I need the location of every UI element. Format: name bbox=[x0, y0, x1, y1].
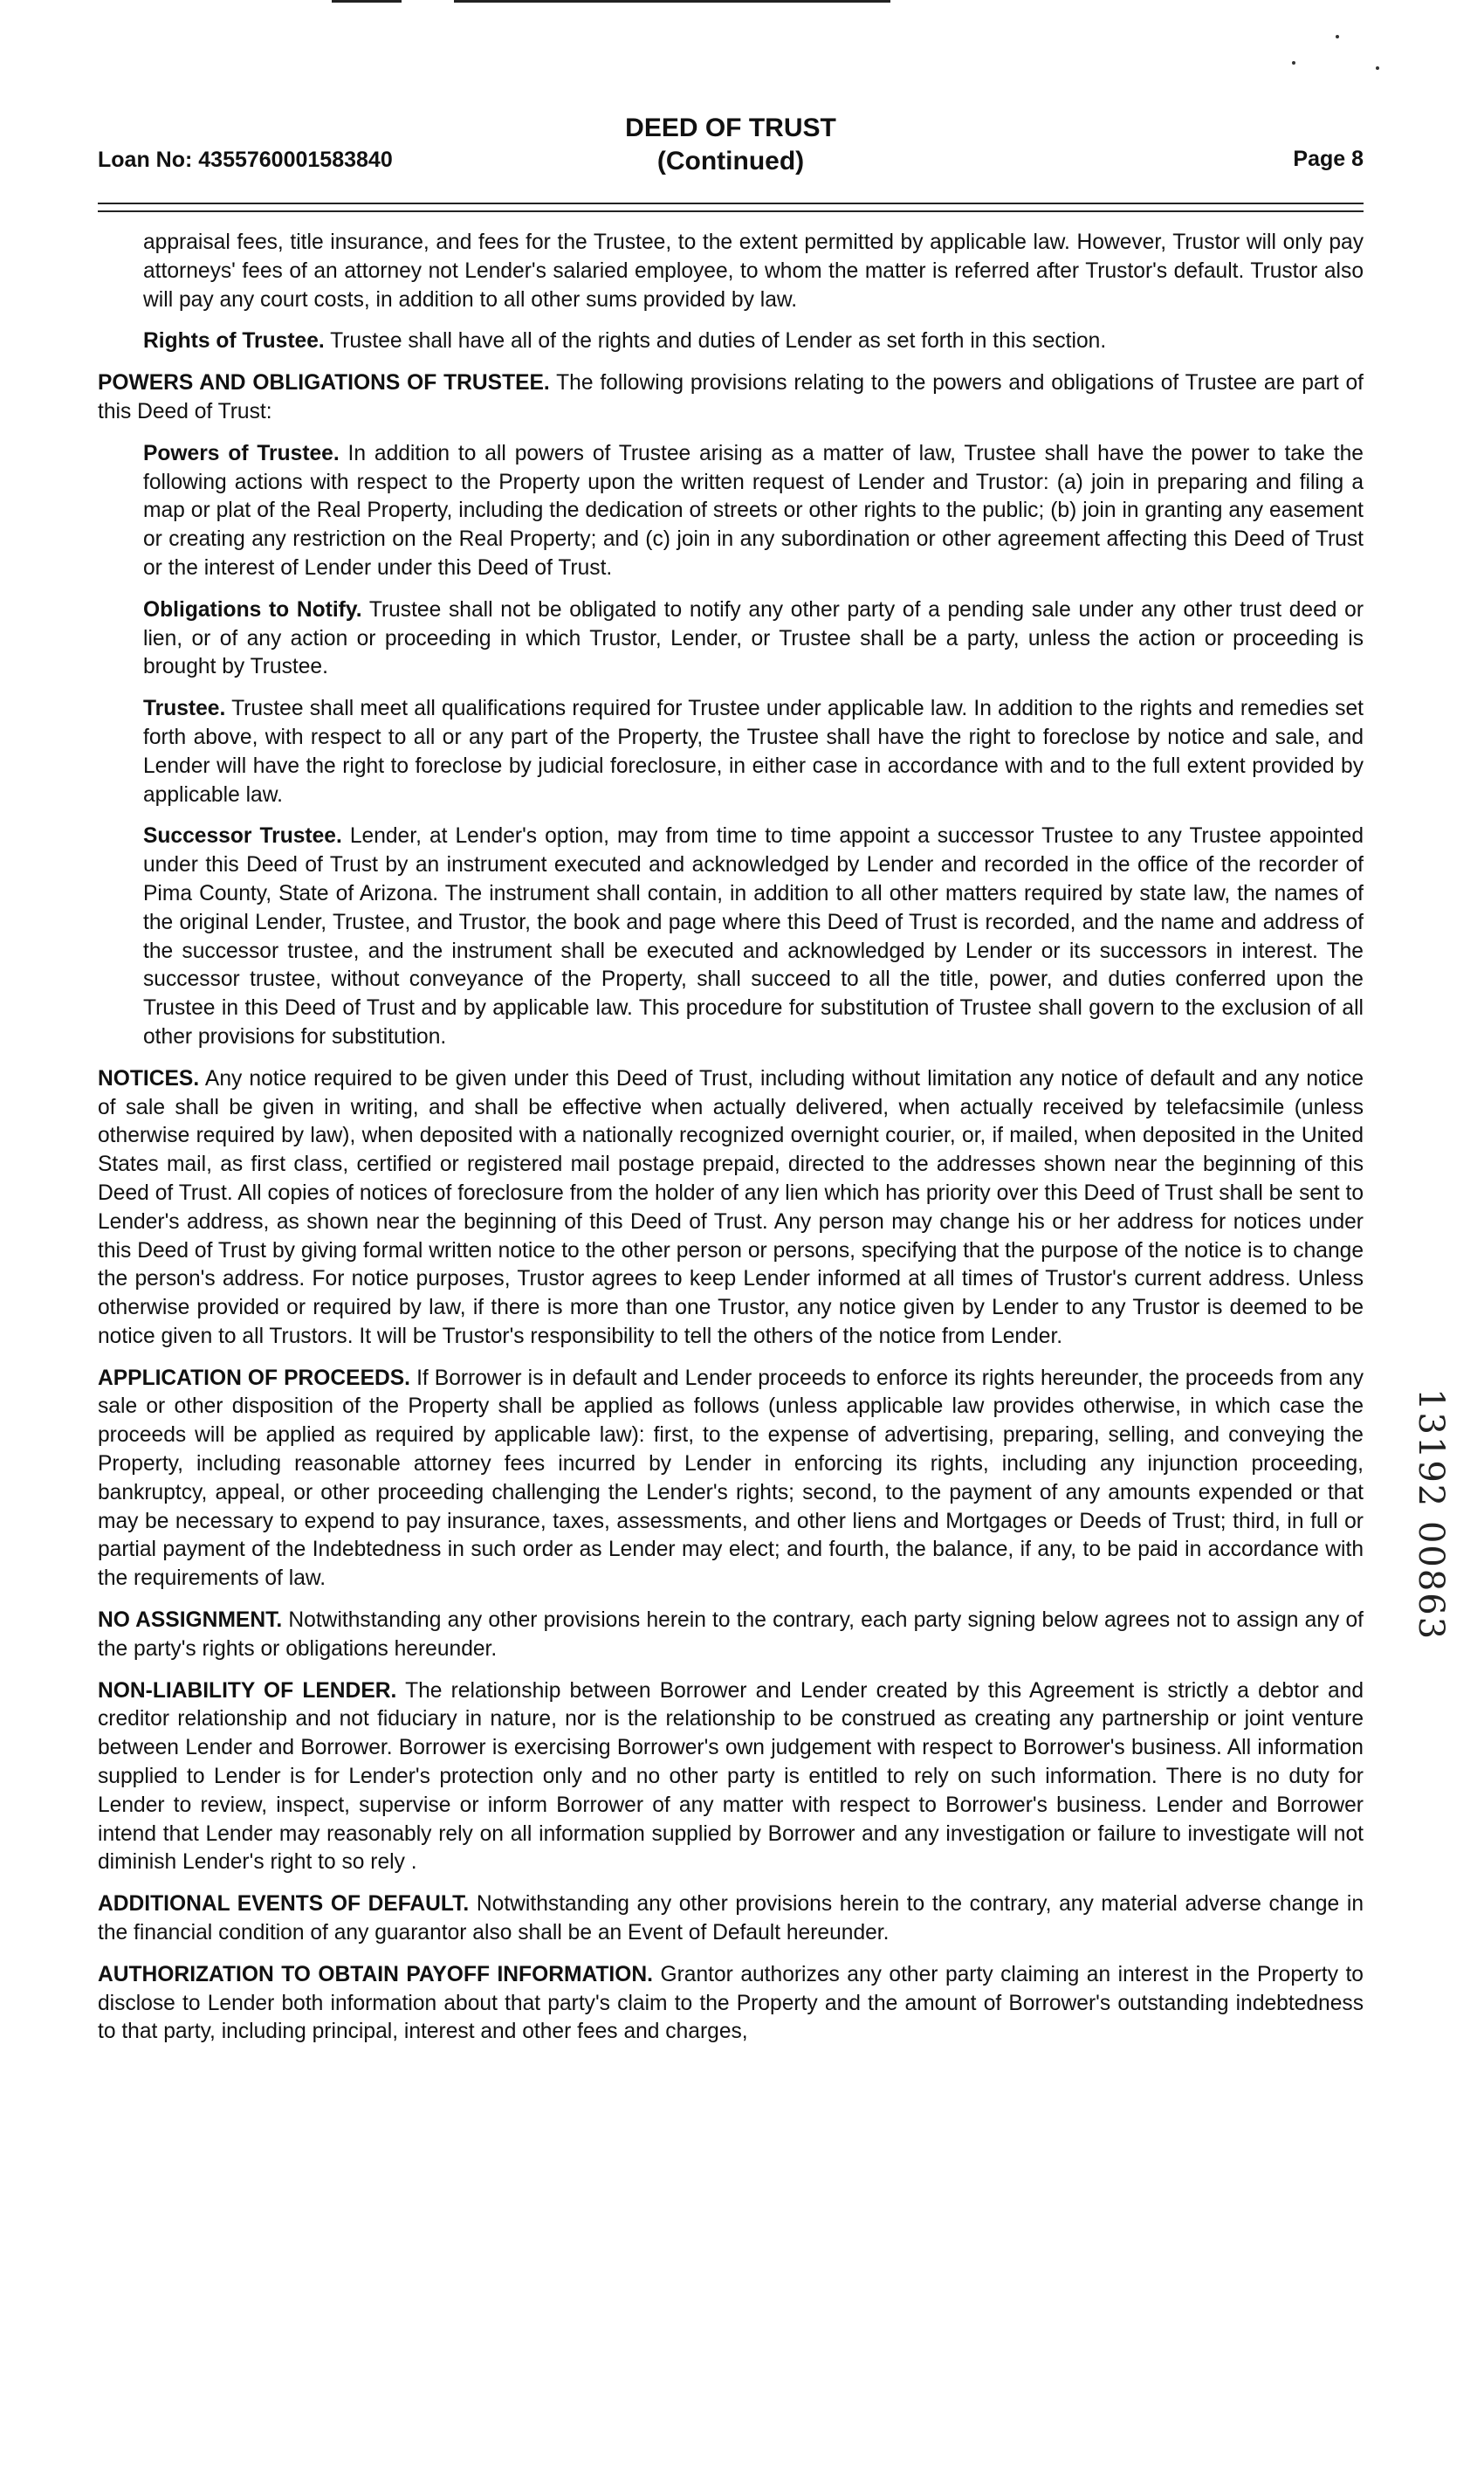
header-rule-top bbox=[98, 203, 1364, 204]
paragraph bbox=[143, 327, 1364, 356]
title-line-2: (Continued) bbox=[656, 147, 805, 176]
paragraph-heading: NO ASSIGNMENT. bbox=[98, 1608, 283, 1633]
paragraph bbox=[143, 596, 1364, 682]
paragraph-text: Any notice required to be given under this Deed of Trust, including without limitation any notice of default and any notice of sale shall be given in writing, and shall be effective when actually delivered, when actually received by telefacsimile (unless otherwise required by law), when deposited with a nationally recognized overnight courier, or, if mailed, when deposited in the United States mail, as first class, certified or registered mail postage prepaid, directed to the addresses shown near the beginning of this Deed of Trust. All copies of notices of foreclosure from the holder of any lien which has priority over this Deed of Trust shall be sent to Lender's address, as shown near the beginning of this Deed of Trust. Any person may change his or her address for notices under this Deed of Trust by giving formal written notice to the other person or persons, specifying that the purpose of the notice is to change the person's address. For notice purposes, Trustor agrees to keep Lender informed at all times of Trustor's current address. Unless otherwise provided or required by law, if there is more than one Trustor, any notice given by Lender to any Trustor is deemed to be notice given to all Trustors. It will be Trustor's responsibility to tell the others of the notice from Lender. bbox=[98, 1066, 1364, 1348]
paragraph bbox=[98, 1065, 1364, 1352]
paragraph-heading: Powers of Trustee. bbox=[143, 441, 340, 465]
paragraph bbox=[98, 1677, 1364, 1878]
paragraph-text: If Borrower is in default and Lender proceeds to enforce its rights hereunder, the proceeds from any sale or other disposition of the Property shall be applied as follows (unless applicable law provides otherwise, in which case the proceeds will be applied as required by applicable law): first, to the expense of advertising, preparing, selling, and conveying the Property, including reasonable attorney fees incurred by Lender in enforcing its rights, including any injunction proceeding, bankruptcy, appeal, or other proceeding challenging the Lender's rights; second, to the payment of any amounts expended or that may be necessary to expend to pay insurance, taxes, assessments, and other liens and Mortgages or Deeds of Trust; third, in full or partial payment of the Indebtedness in such order as Lender may elect; and fourth, the balance, if any, to be paid in accordance with the requirements of law. bbox=[98, 1366, 1364, 1591]
paragraph-text: Trustee shall meet all qualifications required for Trustee under applicable law. In addition to the rights and remedies set forth above, with respect to all or any part of the Property, the Trustee shall have the right to foreclose by notice and sale, and Lender will have the right to foreclose by judicial foreclosure, in either case in accordance with and to the full extent provided by applicable law. bbox=[143, 697, 1364, 807]
paragraph bbox=[98, 1890, 1364, 1948]
loan-number: Loan No: 4355760001583840 bbox=[98, 148, 393, 172]
scan-top-rule-right bbox=[454, 0, 890, 3]
paragraph-text: The following provisions relating to the powers and obligations of Trustee are part of this Deed of Trust: bbox=[98, 371, 1364, 423]
paragraph-heading: APPLICATION OF PROCEEDS. bbox=[98, 1366, 410, 1390]
paragraph-heading: NON-LIABILITY OF LENDER. bbox=[98, 1678, 397, 1703]
paragraph-text: Trustee shall not be obligated to notify any other party of a pending sale under any other trust deed or lien, or of any action or proceeding in which Trustor, Lender, or Trustee shall be a party, unless the action or proceeding is brought by Trustee. bbox=[143, 597, 1364, 679]
paragraph-heading: POWERS AND OBLIGATIONS OF TRUSTEE. bbox=[98, 371, 550, 396]
paragraph-text: Trustee shall have all of the rights and duties of Lender as set forth in this section. bbox=[330, 329, 1107, 354]
paragraph-text: appraisal fees, title insurance, and fees for the Trustee, to the extent permitted by applicable law. However, Trustor will only pay attorneys' fees of an attorney not Lender's salaried employee, to whom the matter is referred after Trustor's default. Trustor also will pay any court costs, in addition to all other sums provided by law. bbox=[143, 231, 1364, 312]
scan-speck bbox=[1292, 61, 1295, 65]
paragraph-text: Lender, at Lender's option, may from time to time appoint a successor Trustee to any Trustee appointed under this Deed of Trust by an instrument executed and acknowledged by Lender and recorded in the office of the recorder of Pima County, State of Arizona. The instrument shall contain, in addition to all other matters required by state law, the names of the original Lender, Trustee, and Trustor, the book and page where this Deed of Trust is recorded, and the name and address of the successor trustee, and the instrument shall be executed and acknowledged by Lender or its successors in interest. The successor trustee, without conveyance of the Property, shall succeed to all the title, power, and duties conferred upon the Trustee in this Deed of Trust and by applicable law. This procedure for substitution of Trustee shall govern to the exclusion of all other provisions for substitution. bbox=[143, 824, 1364, 1049]
scan-speck bbox=[1336, 35, 1339, 38]
paragraph bbox=[98, 1365, 1364, 1594]
document-title bbox=[98, 112, 1364, 178]
paragraph-heading: NOTICES. bbox=[98, 1066, 200, 1091]
recording-stamp bbox=[1412, 1388, 1460, 1738]
paragraph bbox=[143, 823, 1364, 1051]
paragraph-heading: Successor Trustee. bbox=[143, 824, 342, 849]
paragraph-text: The relationship between Borrower and Lender created by this Agreement is strictly a debtor and creditor relationship and not fiduciary in nature, nor is the relationship to be construed as creating any partnership or joint venture between Lender and Borrower. Borrower is exercising Borrower's own judgement with respect to Borrower's business. All information supplied to Lender is for Lender's protection only and no other party is entitled to rely on such information. There is no duty for Lender to review, inspect, supervise or inform Borrower of any matter with respect to Borrower's business. Lender and Borrower intend that Lender may reasonably rely on all information supplied by Borrower and any investigation or failure to investigate will not diminish Lender's right to so rely . bbox=[98, 1678, 1364, 1875]
paragraph-heading: ADDITIONAL EVENTS OF DEFAULT. bbox=[98, 1892, 470, 1917]
title-line-1: DEED OF TRUST bbox=[625, 114, 836, 142]
paragraph-text: Notwithstanding any other provisions herein to the contrary, each party signing below agrees not to assign any of the party's rights or obligations hereunder. bbox=[98, 1608, 1364, 1661]
paragraph bbox=[143, 440, 1364, 583]
page-header bbox=[98, 112, 1364, 183]
scan-top-rule-left bbox=[332, 0, 402, 3]
paragraph-text: Grantor authorizes any other party claiming an interest in the Property to disclose to Lender both information about that party's claim to the Property and the amount of Borrower's outstanding indebtedness to that party, including principal, interest and other fees and charges, bbox=[98, 1962, 1364, 2044]
paragraph bbox=[98, 369, 1364, 427]
paragraph bbox=[143, 695, 1364, 809]
scan-speck bbox=[1376, 66, 1379, 70]
recording-stamp-text: 13192 00863 bbox=[1411, 1388, 1451, 1642]
paragraph bbox=[143, 229, 1364, 314]
paragraph-heading: Trustee. bbox=[143, 697, 226, 721]
paragraph-heading: Rights of Trustee. bbox=[143, 329, 325, 354]
page-number: Page 8 bbox=[1293, 147, 1364, 171]
paragraph bbox=[98, 1961, 1364, 2047]
paragraph-heading: Obligations to Notify. bbox=[143, 597, 362, 622]
document-body bbox=[98, 229, 1364, 2060]
paragraph-heading: AUTHORIZATION TO OBTAIN PAYOFF INFORMATION. bbox=[98, 1962, 653, 1986]
paragraph-text: Notwithstanding any other provisions herein to the contrary, any material adverse change in the financial condition of any guarantor also shall be an Event of Default hereunder. bbox=[98, 1892, 1364, 1945]
paragraph-text: In addition to all powers of Trustee arising as a matter of law, Trustee shall have the power to take the following actions with respect to the Property upon the written request of Lender and Trustor: (a) join in preparing and filing a map or plat of the Real Property, including the dedication of streets or other rights to the public; (b) join in granting any easement or creating any restriction on the Real Property; and (c) join in any subordination or other agreement affecting this Deed of Trust or the interest of Lender under this Deed of Trust. bbox=[143, 441, 1364, 580]
paragraph bbox=[98, 1607, 1364, 1664]
header-rule-bottom bbox=[98, 210, 1364, 212]
